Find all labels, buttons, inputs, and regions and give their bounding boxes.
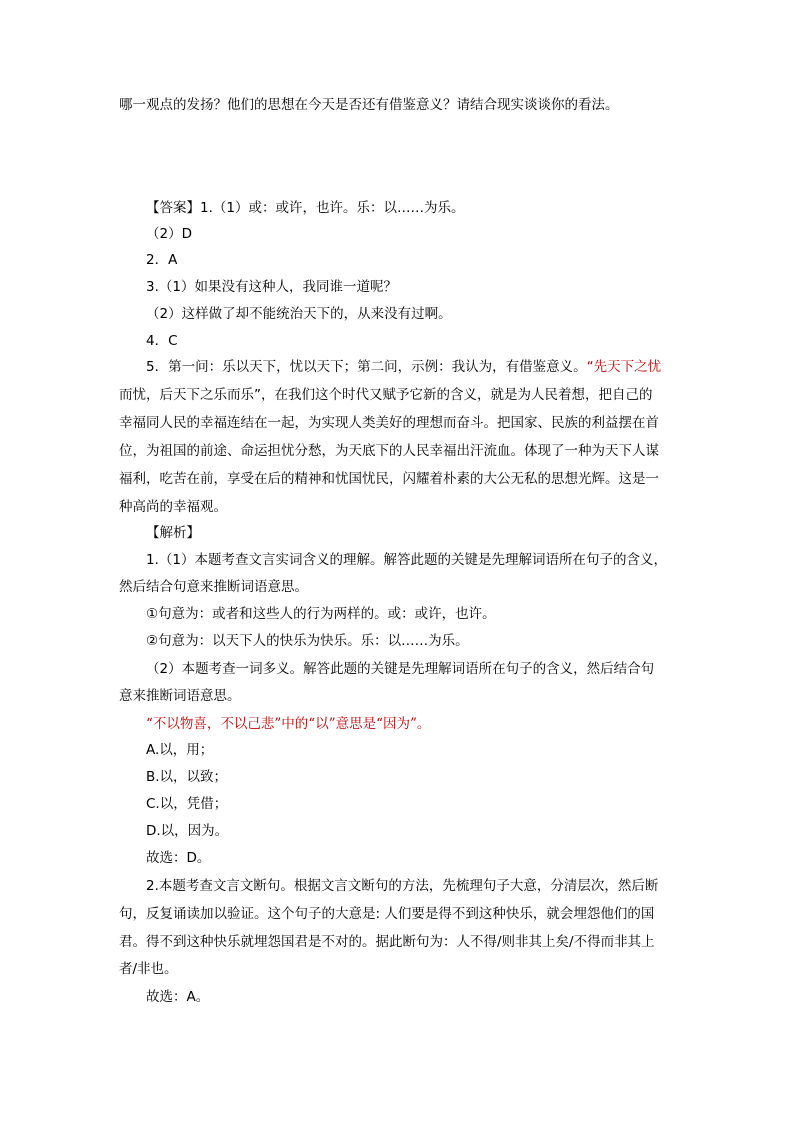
- analysis-3-line-2: 句，反复诵读加以验证。这个句子的大意是: 人们要是得不到这种快乐，就会埋怨他们的国: [119, 906, 655, 922]
- option-a: A.以，用；: [146, 742, 214, 758]
- choose-1: 故选：D。: [146, 850, 211, 866]
- analysis-1-circle-2: ②句意为：以天下人的快乐为快乐。乐：以……为乐。: [146, 633, 469, 649]
- analysis-3-line-4: 者/非也。: [119, 961, 178, 977]
- analysis-1-line-1: 1.（1）本题考查文言实词含义的理解。解答此题的关键是先理解词语所在句子的含义，: [146, 552, 667, 568]
- answer-5-line-5: 福利，吃苦在前，享受在后的精神和忧国忧民，闪耀着朴素的大公无私的思想光辉。这是一: [119, 471, 659, 487]
- analysis-2-quote: “不以物喜，不以己悲”中的“以”意思是“因为”。: [146, 716, 431, 732]
- answer-1-1: 1.（1）或：或许，也许。乐：以……为乐。: [200, 200, 465, 216]
- analysis-1-circle-1: ①句意为：或者和这些人的行为两样的。或：或许，也许。: [146, 606, 496, 622]
- answer-3-2: （2）这样做了却不能统治天下的，从来没有过啊。: [146, 306, 452, 322]
- answer-5-line-3: 幸福同人民的幸福连结在一起，为实现人类美好的理想而奋斗。把国家、民族的利益摆在首: [119, 415, 659, 431]
- answer-4: 4．C: [146, 333, 178, 349]
- answer-5-line-4: 位，为祖国的前途、命运担忧分愁，为天底下的人民幸福出汗流血。体现了一种为天下人谋: [119, 443, 659, 459]
- answer-2: 2．A: [146, 252, 178, 268]
- question-tail: 哪一观点的发扬？他们的思想在今天是否还有借鉴意义？请结合现实谈谈你的看法。: [119, 97, 619, 113]
- analysis-2-line-1: （2）本题考查一词多义。解答此题的关键是先理解词语所在句子的含义，然后结合句: [146, 661, 655, 677]
- option-b: B.以，以致；: [146, 769, 228, 785]
- answer-line-1: [146, 198, 464, 218]
- option-c: C.以，凭借；: [146, 796, 228, 812]
- option-d: D.以，因为。: [146, 823, 229, 839]
- choose-2: 故选：A。: [146, 989, 210, 1005]
- answer-3-1: 3.（1）如果没有这种人，我同谁一道呢？: [146, 279, 397, 295]
- answer-1-2: （2）D: [146, 226, 192, 242]
- analysis-3-line-1: 2.本题考查文言文断句。根据文言文断句的方法，先梳理句子大意，分清层次，然后断: [146, 878, 659, 894]
- answer-5-line-6: 种高尚的幸福观。: [119, 499, 227, 515]
- analysis-2-line-2: 意来推断词语意思。: [119, 688, 241, 704]
- answer-5-quote: “先天下之忧: [586, 359, 662, 375]
- answer-5-line-2: 而忧，后天下之乐而乐”，在我们这个时代又赋予它新的含义，就是为人民着想，把自己的: [119, 387, 653, 403]
- analysis-label: 【解析】: [146, 525, 200, 541]
- analysis-1-line-2: 然后结合句意来推断词语意思。: [119, 579, 308, 595]
- answer-5-intro: 5．第一问：乐以天下，忧以天下；第二问，示例：我认为，有借鉴意义。: [146, 359, 587, 375]
- answer-label: 【答案】: [146, 200, 200, 216]
- analysis-3-line-3: 君。得不到这种快乐就埋怨国君是不对的。据此断句为：人不得/则非其上矣/不得而非其上: [119, 934, 655, 950]
- answer-5-line-1: [146, 357, 661, 377]
